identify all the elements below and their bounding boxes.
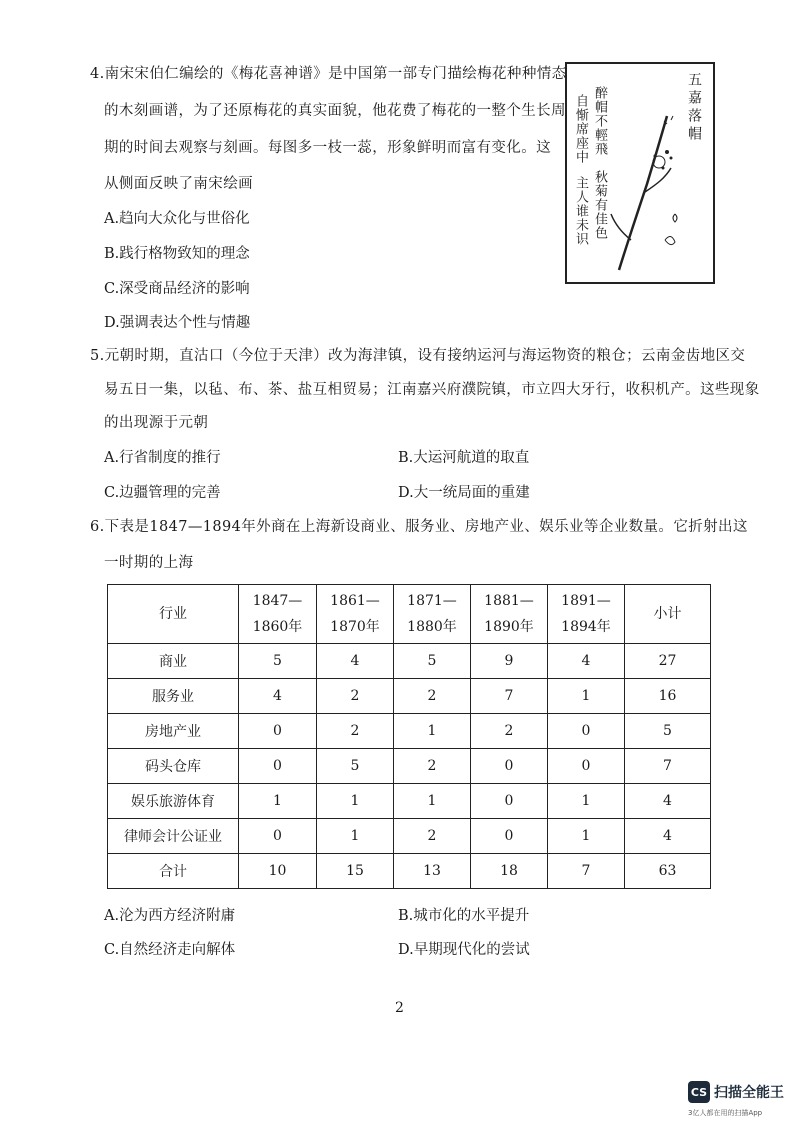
illus-col-3: 自惭席座中 (573, 94, 588, 164)
table-cell: 7 (625, 749, 711, 784)
table-cell: 10 (239, 854, 317, 889)
plum-branch-drawing (567, 64, 713, 282)
table-header-cell: 1881— 1890年 (471, 585, 548, 644)
table-cell: 5 (625, 714, 711, 749)
q5-line-3: 的出现源于元朝 (104, 415, 209, 431)
table-cell: 7 (548, 854, 625, 889)
table-header-cell: 行业 (108, 585, 239, 644)
table-header-row (108, 585, 711, 644)
table-cell: 商业 (108, 644, 239, 679)
table-cell: 4 (317, 644, 394, 679)
q4-option-d[interactable]: D.强调表达个性与情趣 (104, 315, 251, 331)
table-cell: 18 (471, 854, 548, 889)
table-cell: 服务业 (108, 679, 239, 714)
table-cell: 7 (471, 679, 548, 714)
illus-col-4: 主人谁未识 (573, 176, 588, 246)
table-header-cell: 小计 (625, 585, 711, 644)
page-number: 2 (395, 1000, 404, 1016)
table-cell: 0 (239, 749, 317, 784)
table-cell: 律师会计公证业 (108, 819, 239, 854)
table-cell: 2 (317, 714, 394, 749)
q4-line-3: 期的时间去观察与刻画。每图多一枝一蕊，形象鲜明而富有变化。这 (104, 140, 551, 156)
q4-line-1: 4.南宋宋伯仁编绘的《梅花喜神谱》是中国第一部专门描绘梅花种种情态 (90, 66, 567, 82)
q6-option-a[interactable]: A.沦为西方经济附庸 (104, 908, 236, 924)
table-cell: 27 (625, 644, 711, 679)
table-row (108, 679, 711, 714)
table-cell: 5 (394, 644, 471, 679)
table-cell: 63 (625, 854, 711, 889)
table-cell: 1 (394, 784, 471, 819)
q6-option-b[interactable]: B.城市化的水平提升 (398, 908, 530, 924)
table-cell: 2 (317, 679, 394, 714)
table-cell: 0 (548, 749, 625, 784)
cs-logo-icon: CS (688, 1081, 710, 1103)
table-cell: 0 (239, 714, 317, 749)
table-cell: 娱乐旅游体育 (108, 784, 239, 819)
table-cell: 0 (471, 819, 548, 854)
table-cell: 房地产业 (108, 714, 239, 749)
table-row (108, 819, 711, 854)
q6-line-1: 6.下表是1847—1894年外商在上海新设商业、服务业、房地产业、娱乐业等企业数量。它折射出这 (90, 519, 748, 535)
table-cell: 2 (394, 819, 471, 854)
q4-option-c[interactable]: C.深受商品经济的影响 (104, 281, 250, 297)
table-header-cell: 1847— 1860年 (239, 585, 317, 644)
q6-line-2: 一时期的上海 (104, 555, 194, 571)
table-cell: 5 (317, 749, 394, 784)
table-cell: 13 (394, 854, 471, 889)
table-header-cell: 1871— 1880年 (394, 585, 471, 644)
table-cell: 2 (471, 714, 548, 749)
table-cell: 5 (239, 644, 317, 679)
table-row (108, 714, 711, 749)
table-header-cell: 1861— 1870年 (317, 585, 394, 644)
table-cell: 1 (239, 784, 317, 819)
illus-title: 五嘉落帽 (686, 72, 702, 144)
table-cell: 2 (394, 679, 471, 714)
table-cell: 16 (625, 679, 711, 714)
table-row (108, 644, 711, 679)
table-cell: 2 (394, 749, 471, 784)
q6-option-d[interactable]: D.早期现代化的尝试 (398, 942, 530, 958)
q5-option-d[interactable]: D.大一统局面的重建 (398, 485, 530, 501)
q5-option-b[interactable]: B.大运河航道的取直 (398, 450, 530, 466)
table-cell: 1 (548, 784, 625, 819)
scanner-watermark (688, 1081, 784, 1103)
enterprise-table (107, 584, 711, 889)
q5-line-1: 5.元朝时期，直沽口（今位于天津）改为海津镇，设有接纳运河与海运物资的粮仓；云南金齿地区交 (90, 348, 746, 364)
table-cell: 15 (317, 854, 394, 889)
table-cell: 1 (317, 819, 394, 854)
table-cell: 合计 (108, 854, 239, 889)
q4-line-2: 的木刻画谱，为了还原梅花的真实面貌，他花费了梅花的一整个生长周 (104, 103, 566, 119)
table-header-cell: 1891— 1894年 (548, 585, 625, 644)
q6-option-c[interactable]: C.自然经济走向解体 (104, 942, 236, 958)
table-total-row (108, 854, 711, 889)
q5-option-c[interactable]: C.边疆管理的完善 (104, 485, 221, 501)
q5-option-a[interactable]: A.行省制度的推行 (104, 450, 221, 466)
table-cell: 4 (625, 819, 711, 854)
table-cell: 码头仓库 (108, 749, 239, 784)
table-cell: 1 (548, 679, 625, 714)
table-cell: 0 (471, 784, 548, 819)
q5-line-2: 易五日一集，以毡、布、茶、盐互相贸易；江南嘉兴府濮院镇，市立四大牙行，收积机产。这些现象 (104, 382, 760, 398)
scanner-app-tagline: 3亿人都在用的扫描App (688, 1109, 763, 1117)
q4-option-b[interactable]: B.践行格物致知的理念 (104, 246, 250, 262)
table-cell: 4 (625, 784, 711, 819)
table-cell: 9 (471, 644, 548, 679)
q4-option-a[interactable]: A.趋向大众化与世俗化 (104, 211, 250, 227)
table-cell: 1 (548, 819, 625, 854)
plum-blossom-illustration (565, 62, 715, 284)
table-cell: 1 (317, 784, 394, 819)
table-cell: 0 (239, 819, 317, 854)
illus-col-2: 秋菊有佳色 (592, 170, 607, 240)
illus-col-1: 醉帽不輕飛 (592, 86, 607, 156)
table-row (108, 749, 711, 784)
table-cell: 4 (548, 644, 625, 679)
table-cell: 1 (394, 714, 471, 749)
scanner-app-name: 扫描全能王 (714, 1085, 784, 1101)
table-row (108, 784, 711, 819)
q4-line-4: 从侧面反映了南宋绘画 (104, 176, 253, 192)
table-cell: 0 (471, 749, 548, 784)
table-cell: 0 (548, 714, 625, 749)
table-cell: 4 (239, 679, 317, 714)
